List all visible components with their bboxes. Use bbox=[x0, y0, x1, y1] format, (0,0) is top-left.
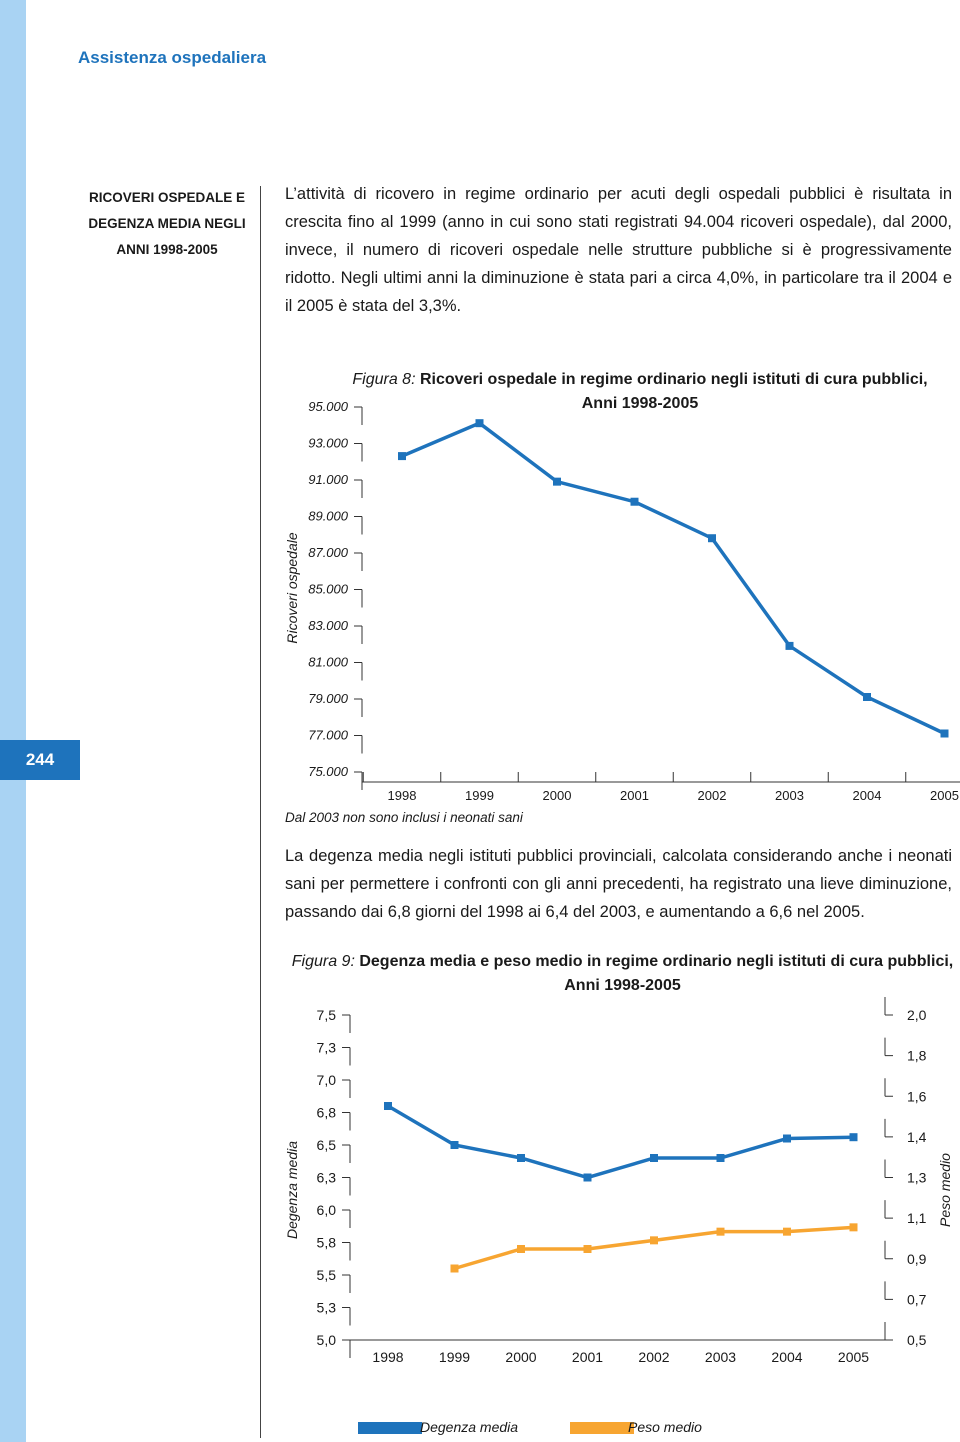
section-label bbox=[88, 185, 246, 263]
x-tick-label: 1998 bbox=[387, 788, 417, 803]
section-label-line: DEGENZA MEDIA NEGLI bbox=[88, 216, 246, 231]
x-tick-label: 2001 bbox=[620, 788, 649, 803]
figure8-note: Dal 2003 non sono inclusi i neonati sani bbox=[285, 810, 523, 825]
figure8-title-line2: Anni 1998-2005 bbox=[581, 395, 699, 412]
legend-swatch-degenza bbox=[358, 1422, 422, 1434]
figure8-prefix: Figura 8: bbox=[352, 371, 416, 388]
data-point-degenza bbox=[650, 1154, 658, 1162]
y-tick-label: 85.000 bbox=[308, 581, 348, 597]
y-tick-label: 5,0 bbox=[316, 1332, 336, 1348]
y2-tick-label: 0,7 bbox=[907, 1291, 927, 1308]
data-point-degenza bbox=[783, 1135, 791, 1143]
y-tick-label: 83.000 bbox=[308, 618, 348, 633]
figure8-chart bbox=[270, 380, 960, 810]
y-tick-label: 95.000 bbox=[308, 399, 348, 414]
y-tick-label: 81.000 bbox=[308, 654, 348, 670]
data-point-peso bbox=[584, 1245, 592, 1253]
left-color-bar bbox=[0, 0, 26, 1442]
y-tick-label: 6,8 bbox=[316, 1104, 336, 1121]
y-tick-label: 89.000 bbox=[308, 508, 348, 524]
data-point-degenza bbox=[850, 1133, 858, 1141]
x-tick-label: 2005 bbox=[930, 788, 959, 803]
data-point-peso bbox=[517, 1245, 525, 1253]
y-tick-label: 7,0 bbox=[316, 1072, 336, 1088]
x-tick-label: 2004 bbox=[771, 1349, 803, 1365]
data-point-peso bbox=[451, 1265, 459, 1273]
figure9-title-line2: Anni 1998-2005 bbox=[564, 977, 681, 994]
section-divider bbox=[260, 186, 261, 1438]
data-point-degenza bbox=[717, 1154, 725, 1162]
y2-axis-label: Peso medio bbox=[937, 1153, 953, 1227]
y-tick-label: 5,8 bbox=[316, 1234, 336, 1251]
x-tick-label: 2003 bbox=[775, 788, 804, 803]
legend-label-peso: Peso medio bbox=[628, 1419, 702, 1435]
x-tick-label: 1999 bbox=[465, 788, 494, 803]
paragraph-degenza: La degenza media negli istituti pubblici provinciali, calcolata considerando anche i neonati sani per permettere i confronti con gli anni precedenti, ha registrato una lieve diminuzione, passando dai 6,8 giorni del 1998 ai 6,4 del 2003, e aumentando a 6,6 nel 2005. bbox=[285, 847, 952, 921]
data-point-ricoveri bbox=[863, 693, 871, 701]
series-line-ricoveri bbox=[402, 423, 945, 733]
y-axis-label: Degenza media bbox=[284, 1140, 300, 1240]
data-point-degenza bbox=[584, 1174, 592, 1182]
y-tick-label: 77.000 bbox=[308, 727, 348, 743]
data-point-degenza bbox=[384, 1102, 392, 1110]
figure9-title bbox=[290, 950, 955, 998]
data-point-peso bbox=[717, 1228, 725, 1236]
data-point-ricoveri bbox=[631, 498, 639, 506]
x-tick-label: 2004 bbox=[852, 788, 882, 803]
y2-tick-label: 1,4 bbox=[907, 1128, 927, 1145]
data-point-peso bbox=[850, 1223, 858, 1231]
data-point-ricoveri bbox=[398, 452, 406, 460]
paragraph-ricoveri: L’attività di ricovero in regime ordinario per acuti degli ospedali pubblici è risultata in crescita fino al 1999 (anno in cui sono stati registrati 94.004 ricoveri ospedale), dal 2000, invece, il numero di ricoveri ospedale nelle strutture pubbliche si è progressivamente ridotto. Negli ultimi anni la diminuzione è stata pari a circa 4,0%, in particolare tra il 2004 e il 2005 è stata del 3,3%. bbox=[285, 185, 952, 315]
figure9-prefix: Figura 9: bbox=[291, 953, 355, 970]
data-point-peso bbox=[650, 1236, 658, 1244]
x-tick-label: 2002 bbox=[697, 788, 727, 803]
data-point-ricoveri bbox=[553, 478, 561, 486]
y-tick-label: 6,0 bbox=[316, 1202, 336, 1218]
x-tick-label: 2000 bbox=[505, 1349, 537, 1365]
data-point-peso bbox=[783, 1228, 791, 1236]
data-point-degenza bbox=[517, 1154, 525, 1162]
y-tick-label: 87.000 bbox=[308, 545, 348, 560]
y2-tick-label: 1,8 bbox=[907, 1047, 927, 1064]
header-title: Assistenza ospedaliera bbox=[78, 48, 267, 67]
y-tick-label: 75.000 bbox=[308, 764, 348, 779]
y2-tick-label: 1,3 bbox=[907, 1169, 927, 1186]
y2-tick-label: 0,9 bbox=[907, 1250, 927, 1267]
x-tick-label: 2001 bbox=[571, 1349, 604, 1365]
x-tick-label: 2003 bbox=[704, 1349, 737, 1365]
y2-tick-label: 1,6 bbox=[907, 1088, 927, 1105]
y2-tick-label: 0,5 bbox=[907, 1332, 927, 1348]
y-tick-label: 93.000 bbox=[308, 435, 348, 451]
figure9-title-line1: Degenza media e peso medio in regime ordinario negli istituti di cura pubblici, bbox=[359, 953, 954, 970]
x-tick-label: 2002 bbox=[638, 1349, 670, 1365]
figure8-title-line1: Ricoveri ospedale in regime ordinario negli istituti di cura pubblici, bbox=[419, 371, 928, 388]
data-point-ricoveri bbox=[786, 642, 794, 650]
legend-swatch-peso bbox=[570, 1422, 634, 1434]
y-tick-label: 6,3 bbox=[316, 1169, 336, 1186]
x-tick-label: 2005 bbox=[837, 1349, 870, 1365]
page-number-tab: 244 bbox=[0, 740, 80, 780]
y-tick-label: 5,5 bbox=[316, 1267, 336, 1283]
y-tick-label: 7,5 bbox=[316, 1007, 336, 1023]
y-axis-label: Ricoveri ospedale bbox=[284, 532, 300, 644]
y-tick-label: 6,5 bbox=[316, 1137, 336, 1153]
data-point-ricoveri bbox=[941, 730, 949, 738]
x-tick-label: 1998 bbox=[372, 1349, 404, 1365]
y-tick-label: 79.000 bbox=[308, 691, 348, 706]
legend-label-degenza: Degenza media bbox=[420, 1419, 519, 1435]
x-tick-label: 1999 bbox=[438, 1349, 471, 1365]
y2-tick-label: 2,0 bbox=[907, 1007, 927, 1023]
series-line-peso bbox=[455, 1227, 854, 1268]
x-tick-label: 2000 bbox=[542, 788, 572, 803]
y-tick-label: 91.000 bbox=[308, 472, 348, 487]
data-point-ricoveri bbox=[708, 534, 716, 542]
y2-tick-label: 1,1 bbox=[907, 1210, 927, 1227]
y-tick-label: 5,3 bbox=[316, 1299, 336, 1316]
y-tick-label: 7,3 bbox=[316, 1039, 336, 1056]
section-label-line: RICOVERI OSPEDALE E bbox=[88, 190, 246, 205]
data-point-ricoveri bbox=[476, 419, 484, 427]
data-point-degenza bbox=[451, 1141, 459, 1149]
section-label-line: ANNI 1998-2005 bbox=[116, 242, 218, 257]
figure9-chart bbox=[270, 995, 960, 1415]
